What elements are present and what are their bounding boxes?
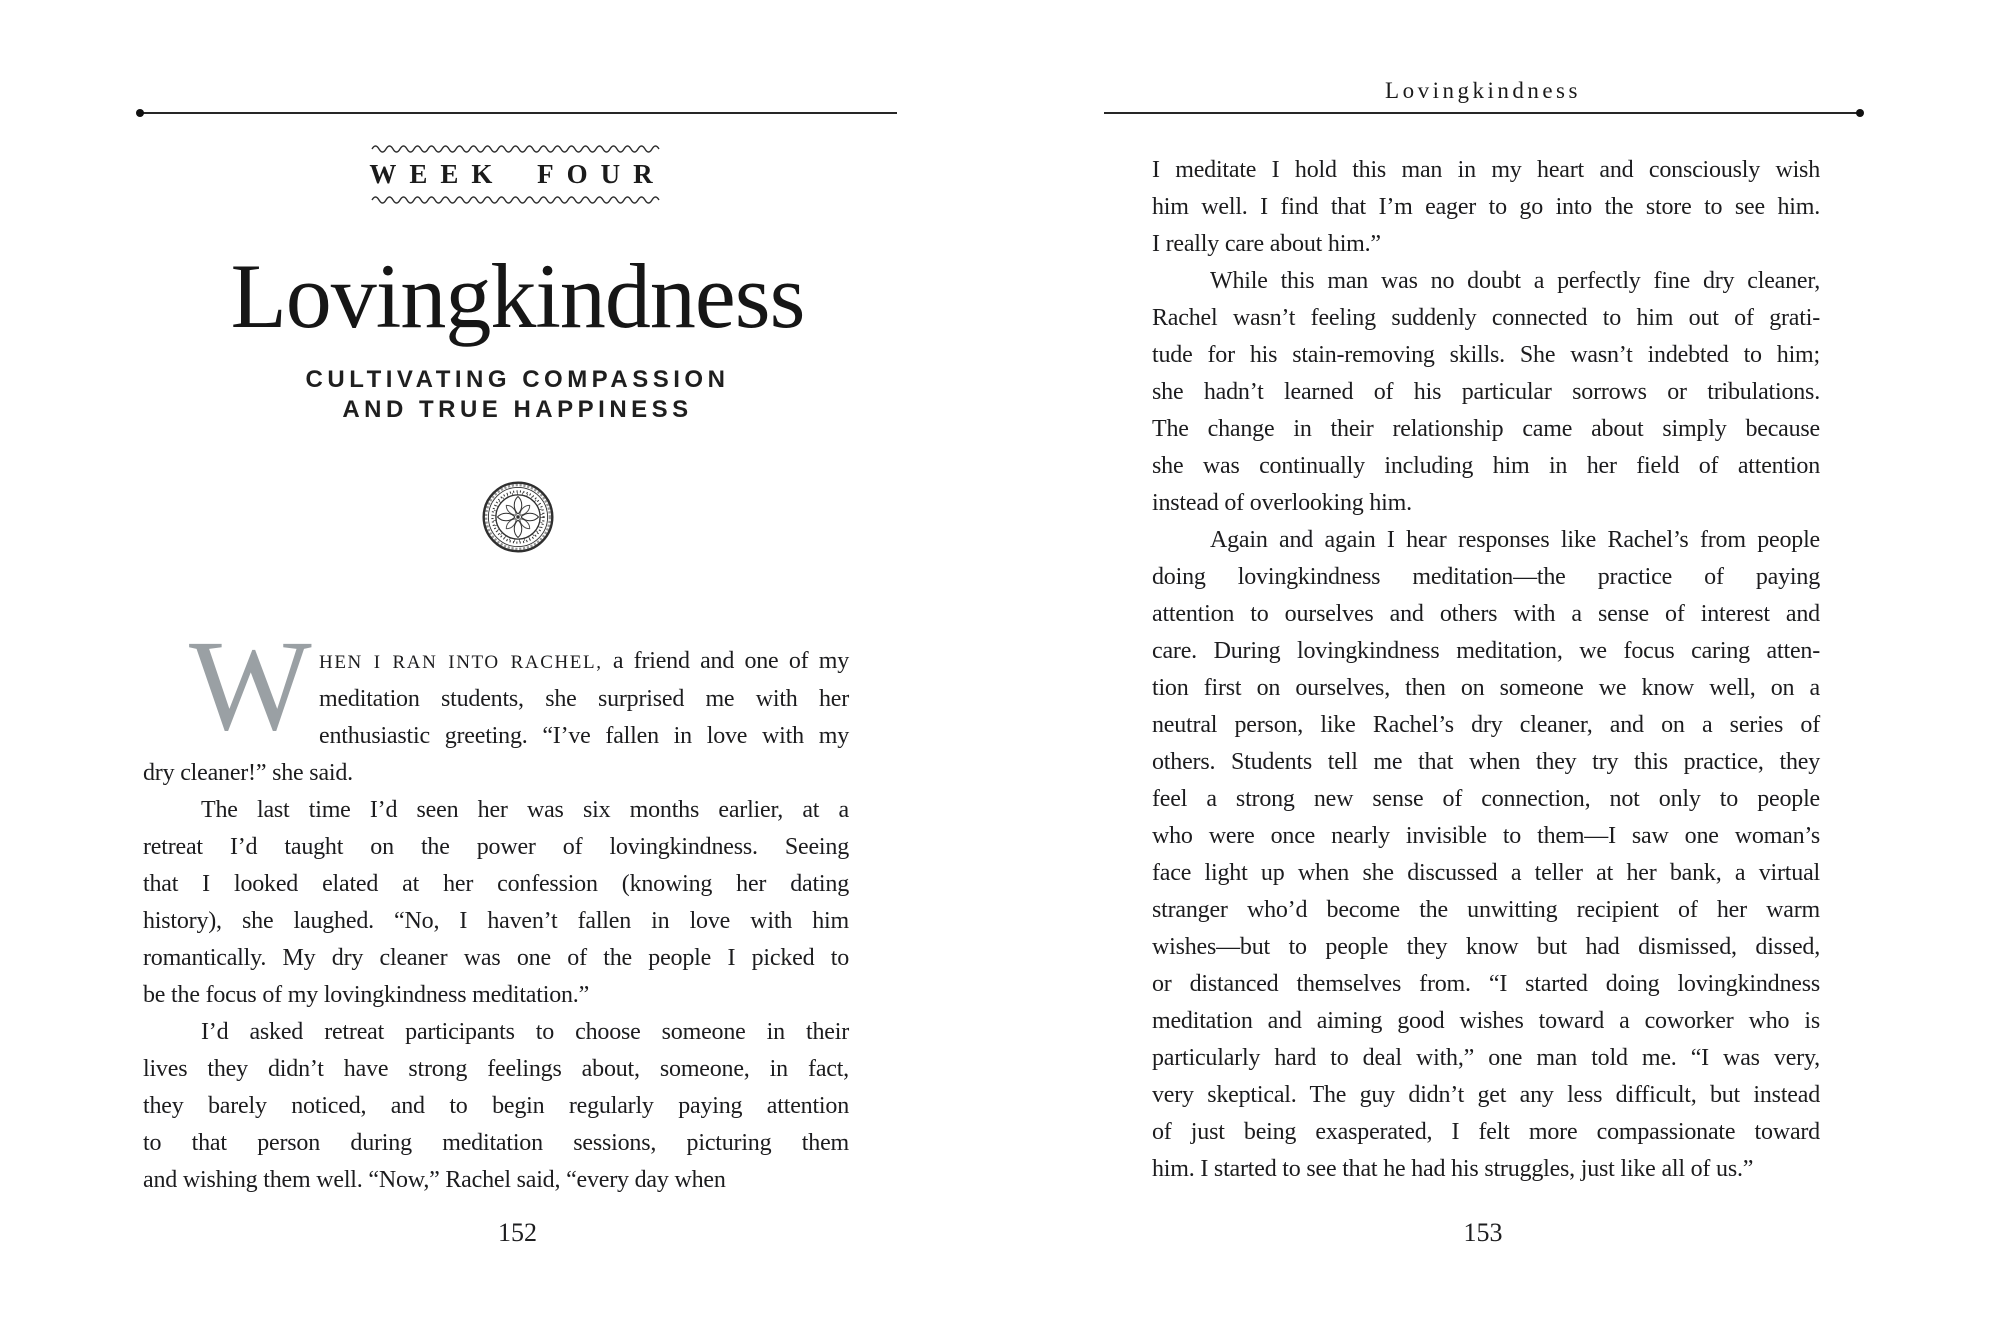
text-line: retreat I’d taught on the power of lovingkindness. Seeing xyxy=(143,834,849,860)
text-line: tude for his stain-removing skills. She wasn’t indebted to him; xyxy=(1152,342,1820,368)
text-line: and wishing them well. “Now,” Rachel said, “every day when xyxy=(143,1167,726,1193)
chapter-subtitle-line: CULTIVATING COMPASSION xyxy=(305,366,730,393)
wavy-rule-icon xyxy=(371,143,665,153)
wavy-rule-icon xyxy=(371,194,665,204)
paragraph xyxy=(143,614,849,792)
chapter-kicker-block xyxy=(138,143,897,204)
small-caps-lead: HEN I RAN INTO RACHEL, xyxy=(319,652,603,673)
page-number-right: 153 xyxy=(1463,1218,1503,1247)
text-line: tion first on ourselves, then on someone we know well, on a xyxy=(1152,675,1820,701)
text-line: of just being exasperated, I felt more compassionate toward xyxy=(1152,1119,1820,1145)
text-line: I really care about him.” xyxy=(1152,231,1381,257)
running-head: Lovingkindness xyxy=(1385,78,1581,103)
text-line: meditation and aiming good wishes toward a coworker who is xyxy=(1152,1008,1820,1034)
text-line: she was continually including him in her field of attention xyxy=(1152,453,1820,479)
text-line: she hadn’t learned of his particular sorrows or tribulations. xyxy=(1152,379,1820,405)
text-line: instead of overlooking him. xyxy=(1152,490,1412,516)
paragraph xyxy=(143,1014,849,1199)
lotus-medallion-icon xyxy=(138,480,897,554)
text-line: very skeptical. The guy didn’t get any less difficult, but instead xyxy=(1152,1082,1820,1108)
paragraph xyxy=(1152,522,1820,1188)
text-line: The change in their relationship came about simply because xyxy=(1152,416,1820,442)
text-line: Rachel wasn’t feeling suddenly connected to him out of grati- xyxy=(1152,305,1820,331)
paragraph xyxy=(1152,152,1820,263)
text-line: stranger who’d become the unwitting recipient of her warm xyxy=(1152,897,1820,923)
text-line: While this man was no doubt a perfectly fine dry cleaner, xyxy=(1210,268,1820,294)
text-line: doing lovingkindness meditation—the practice of paying xyxy=(1152,564,1820,590)
text-line: be the focus of my lovingkindness meditation.” xyxy=(143,982,590,1008)
text-line: history), she laughed. “No, I haven’t fallen in love with him xyxy=(143,908,849,934)
paragraph xyxy=(1152,263,1820,522)
right-header-rule xyxy=(1104,112,1862,114)
chapter-subtitle-line: AND TRUE HAPPINESS xyxy=(342,396,693,423)
rule-end-dot-icon xyxy=(136,109,144,117)
text-line: HEN I RAN INTO RACHEL, a friend and one of my xyxy=(319,648,849,674)
text-line: Again and again I hear responses like Rachel’s from people xyxy=(1210,527,1820,553)
text-line: enthusiastic greeting. “I’ve fallen in love with my xyxy=(319,723,849,749)
text-line: him well. I find that I’m eager to go into the store to see him. xyxy=(1152,194,1820,220)
right-body-text xyxy=(1152,152,1820,1188)
text-line: romantically. My dry cleaner was one of the people I picked to xyxy=(143,945,849,971)
text-line: face light up when she discussed a teller at her bank, a virtual xyxy=(1152,860,1820,886)
text-line: others. Students tell me that when they try this practice, they xyxy=(1152,749,1820,775)
rule-end-dot-icon xyxy=(1856,109,1864,117)
paragraph xyxy=(143,792,849,1014)
left-header-rule xyxy=(138,112,897,114)
text-line: to that person during meditation sessions, picturing them xyxy=(143,1130,849,1156)
text-line: him. I started to see that he had his struggles, just like all of us.” xyxy=(1152,1156,1754,1182)
page-number-left: 152 xyxy=(498,1218,537,1247)
text-line: care. During lovingkindness meditation, we focus caring atten- xyxy=(1152,638,1820,664)
page-left xyxy=(138,0,897,1333)
text-line: dry cleaner!” she said. xyxy=(143,760,353,786)
text-line: I’d asked retreat participants to choose someone in their xyxy=(201,1019,849,1045)
text-line: wishes—but to people they know but had dismissed, dissed, xyxy=(1152,934,1820,960)
chapter-subtitle xyxy=(138,365,897,425)
chapter-title: Lovingkindness xyxy=(230,245,805,347)
page-right xyxy=(1104,0,1862,1333)
text-line: meditation students, she surprised me with her xyxy=(319,686,849,712)
left-body-text xyxy=(143,614,849,1199)
text-line: feel a strong new sense of connection, not only to people xyxy=(1152,786,1820,812)
chapter-kicker: WEEK FOUR xyxy=(369,159,666,189)
text-line: they barely noticed, and to begin regularly paying attention xyxy=(143,1093,849,1119)
text-line: or distanced themselves from. “I started doing lovingkindness xyxy=(1152,971,1820,997)
text-line: attention to ourselves and others with a sense of interest and xyxy=(1152,601,1820,627)
text-line: particularly hard to deal with,” one man told me. “I was very, xyxy=(1152,1045,1820,1071)
text-line: lives they didn’t have strong feelings about, someone, in fact, xyxy=(143,1056,849,1082)
text-line: who were once nearly invisible to them—I saw one woman’s xyxy=(1152,823,1820,849)
text-line: that I looked elated at her confession (knowing her dating xyxy=(143,871,849,897)
text-line: The last time I’d seen her was six months earlier, at a xyxy=(201,797,849,823)
drop-cap: W xyxy=(189,614,312,758)
text-line: I meditate I hold this man in my heart and consciously wish xyxy=(1152,157,1820,183)
text-line: neutral person, like Rachel’s dry cleaner, and on a series of xyxy=(1152,712,1820,738)
